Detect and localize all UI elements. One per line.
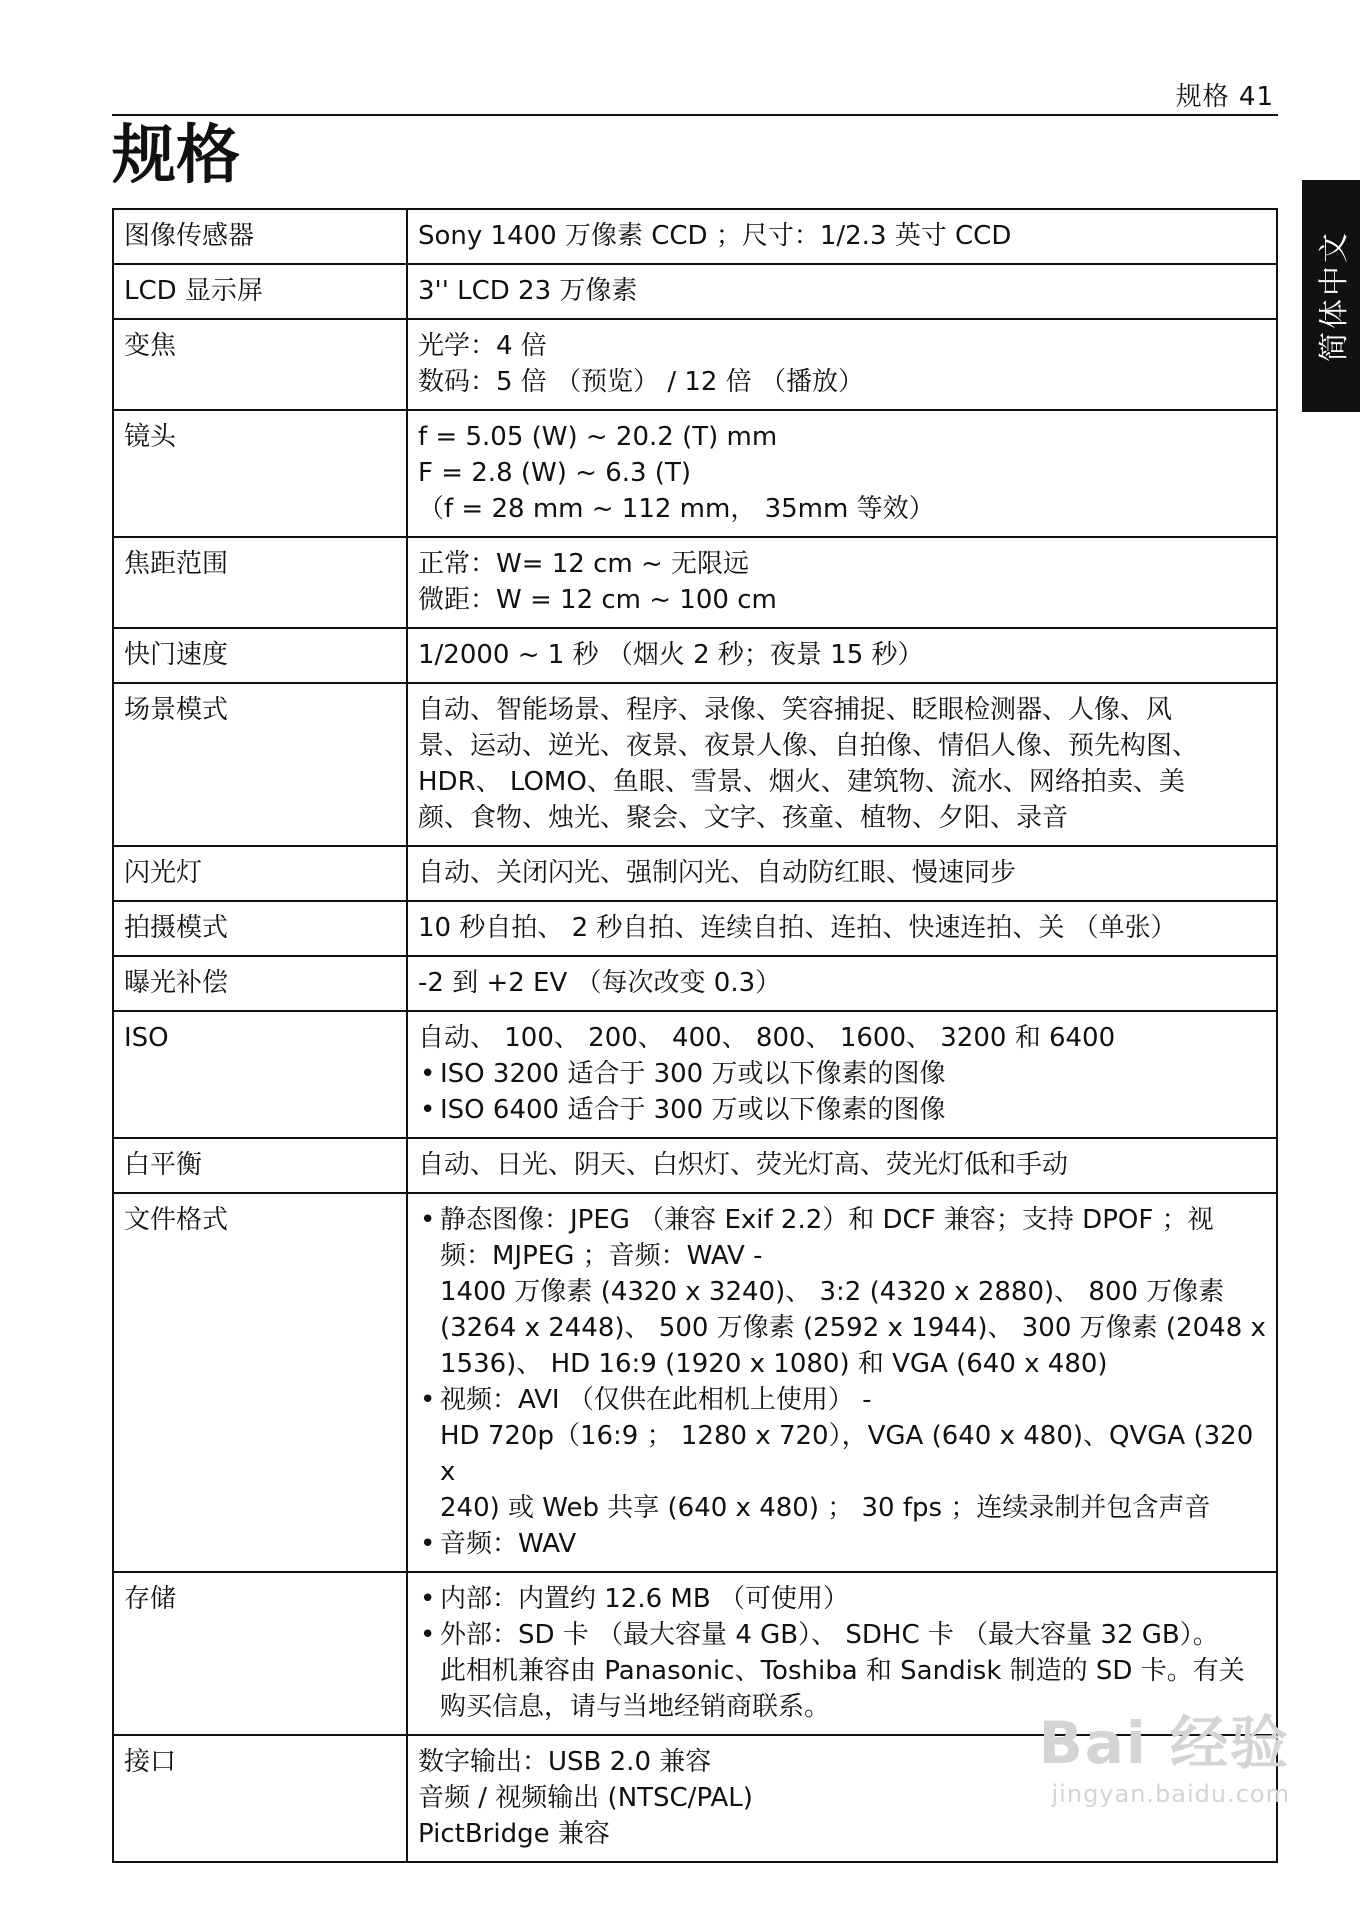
spec-label: LCD 显示屏 bbox=[113, 264, 407, 319]
bullet-item: • 外部：SD 卡 （最大容量 4 GB）、 SDHC 卡 （最大容量 32 GB）。 bbox=[418, 1617, 1266, 1653]
language-side-tab bbox=[1302, 180, 1360, 412]
spec-row bbox=[113, 1011, 1277, 1138]
spec-value bbox=[407, 846, 1277, 901]
spec-row bbox=[113, 1193, 1277, 1572]
spec-value-line: -2 到 +2 EV （每次改变 0.3） bbox=[418, 968, 782, 998]
bullet-continuation: 频：MJPEG ；音频：WAV - bbox=[440, 1241, 763, 1271]
bullet-continuation: 240) 或 Web 共享 (640 x 480) ； 30 fps ；连续录制并包含声音 bbox=[440, 1493, 1211, 1523]
side-tab-label: 简体中文 bbox=[1317, 230, 1352, 362]
spec-label: 图像传感器 bbox=[113, 209, 407, 264]
spec-value-line: 自动、智能场景、程序、录像、笑容捕捉、眨眼检测器、人像、风 bbox=[418, 695, 1173, 725]
spec-value bbox=[407, 209, 1277, 264]
bullet-continuation: HD 720p（16:9 ； 1280 x 720），VGA (640 x 480)、QVGA (320 x bbox=[440, 1421, 1254, 1487]
bullet-item: • 音频：WAV bbox=[418, 1526, 1266, 1562]
spec-value-line: 自动、日光、阴天、白炽灯、荧光灯高、荧光灯低和手动 bbox=[418, 1150, 1069, 1180]
spec-value-line: F = 2.8 (W) ~ 6.3 (T) bbox=[418, 458, 691, 488]
bullet-item: • 视频：AVI （仅供在此相机上使用） - bbox=[418, 1382, 1266, 1418]
bullet-item: • ISO 3200 适合于 300 万或以下像素的图像 bbox=[418, 1056, 1266, 1092]
spec-row bbox=[113, 410, 1277, 537]
spec-value-line: 光学：4 倍 bbox=[418, 331, 547, 361]
spec-row bbox=[113, 319, 1277, 410]
page-title: 规格 bbox=[112, 119, 240, 193]
spec-value bbox=[407, 956, 1277, 1011]
spec-row bbox=[113, 264, 1277, 319]
spec-label: ISO bbox=[113, 1011, 407, 1138]
spec-value-line: 自动、 100、 200、 400、 800、 1600、 3200 和 6400 bbox=[418, 1023, 1116, 1053]
spec-label: 快门速度 bbox=[113, 628, 407, 683]
bullet-continuation: 1536)、 HD 16:9 (1920 x 1080) 和 VGA (640 x 480) bbox=[440, 1349, 1108, 1379]
spec-label: 接口 bbox=[113, 1735, 407, 1862]
spec-table bbox=[112, 208, 1278, 1863]
spec-value-line: f = 5.05 (W) ~ 20.2 (T) mm bbox=[418, 422, 778, 452]
spec-value bbox=[407, 1193, 1277, 1572]
bullet-continuation: 购买信息，请与当地经销商联系。 bbox=[440, 1692, 831, 1722]
spec-value-line: 正常：W= 12 cm ~ 无限远 bbox=[418, 549, 750, 579]
spec-row bbox=[113, 683, 1277, 846]
spec-value-line: （f = 28 mm ~ 112 mm， 35mm 等效） bbox=[418, 494, 935, 524]
spec-value-line: 数字输出：USB 2.0 兼容 bbox=[418, 1747, 712, 1777]
spec-row bbox=[113, 537, 1277, 628]
spec-row bbox=[113, 846, 1277, 901]
watermark-logo: Bai 经验 bbox=[1038, 1709, 1290, 1777]
spec-value bbox=[407, 319, 1277, 410]
spec-value-line: 10 秒自拍、 2 秒自拍、连续自拍、连拍、快速连拍、关 （单张） bbox=[418, 913, 1177, 943]
spec-value bbox=[407, 1138, 1277, 1193]
spec-value-line: 3'' LCD 23 万像素 bbox=[418, 276, 638, 306]
spec-label: 变焦 bbox=[113, 319, 407, 410]
spec-label: 焦距范围 bbox=[113, 537, 407, 628]
spec-label: 存储 bbox=[113, 1572, 407, 1735]
spec-label: 闪光灯 bbox=[113, 846, 407, 901]
spec-row bbox=[113, 1138, 1277, 1193]
bullet-continuation: 1400 万像素 (4320 x 3240)、 3:2 (4320 x 2880)、 800 万像素 bbox=[440, 1277, 1225, 1307]
spec-value bbox=[407, 901, 1277, 956]
watermark-url: jingyan.baidu.com bbox=[1051, 1780, 1290, 1808]
spec-row bbox=[113, 956, 1277, 1011]
bullet-item: • 内部：内置约 12.6 MB （可使用） bbox=[418, 1581, 1266, 1617]
page-header bbox=[112, 72, 1278, 116]
watermark bbox=[1039, 1696, 1290, 1808]
spec-value-line: 自动、关闭闪光、强制闪光、自动防红眼、慢速同步 bbox=[418, 858, 1017, 888]
spec-value-line: 1/2000 ~ 1 秒 （烟火 2 秒；夜景 15 秒） bbox=[418, 640, 924, 670]
spec-row bbox=[113, 628, 1277, 683]
spec-row bbox=[113, 901, 1277, 956]
spec-value-line: PictBridge 兼容 bbox=[418, 1819, 610, 1849]
spec-label: 拍摄模式 bbox=[113, 901, 407, 956]
header-page-label: 规格 41 bbox=[1175, 82, 1274, 112]
spec-value-line: HDR、 LOMO、鱼眼、雪景、烟火、建筑物、流水、网络拍卖、美 bbox=[418, 767, 1185, 797]
spec-value bbox=[407, 537, 1277, 628]
spec-value-line: 颜、食物、烛光、聚会、文字、孩童、植物、夕阳、录音 bbox=[418, 803, 1069, 833]
spec-value bbox=[407, 1011, 1277, 1138]
spec-value bbox=[407, 628, 1277, 683]
spec-label: 文件格式 bbox=[113, 1193, 407, 1572]
spec-row bbox=[113, 209, 1277, 264]
spec-value bbox=[407, 683, 1277, 846]
spec-value-line: 音频 / 视频输出 (NTSC/PAL) bbox=[418, 1783, 753, 1813]
spec-label: 白平衡 bbox=[113, 1138, 407, 1193]
spec-label: 场景模式 bbox=[113, 683, 407, 846]
bullet-continuation: 此相机兼容由 Panasonic、Toshiba 和 Sandisk 制造的 SD 卡。有关 bbox=[440, 1656, 1245, 1686]
spec-value-line: 景、运动、逆光、夜景、夜景人像、自拍像、情侣人像、预先构图、 bbox=[418, 731, 1199, 761]
spec-value-line: 微距：W = 12 cm ~ 100 cm bbox=[418, 585, 777, 615]
spec-value-line: Sony 1400 万像素 CCD ；尺寸：1/2.3 英寸 CCD bbox=[418, 221, 1012, 251]
spec-label: 镜头 bbox=[113, 410, 407, 537]
spec-value bbox=[407, 410, 1277, 537]
spec-value bbox=[407, 264, 1277, 319]
bullet-item: • 静态图像：JPEG （兼容 Exif 2.2）和 DCF 兼容；支持 DPOF ；视 bbox=[418, 1202, 1266, 1238]
bullet-item: • ISO 6400 适合于 300 万或以下像素的图像 bbox=[418, 1092, 1266, 1128]
spec-label: 曝光补偿 bbox=[113, 956, 407, 1011]
bullet-continuation: (3264 x 2448)、 500 万像素 (2592 x 1944)、 300 万像素 (2048 x bbox=[440, 1313, 1266, 1343]
spec-value-line: 数码：5 倍 （预览） / 12 倍 （播放） bbox=[418, 367, 864, 397]
